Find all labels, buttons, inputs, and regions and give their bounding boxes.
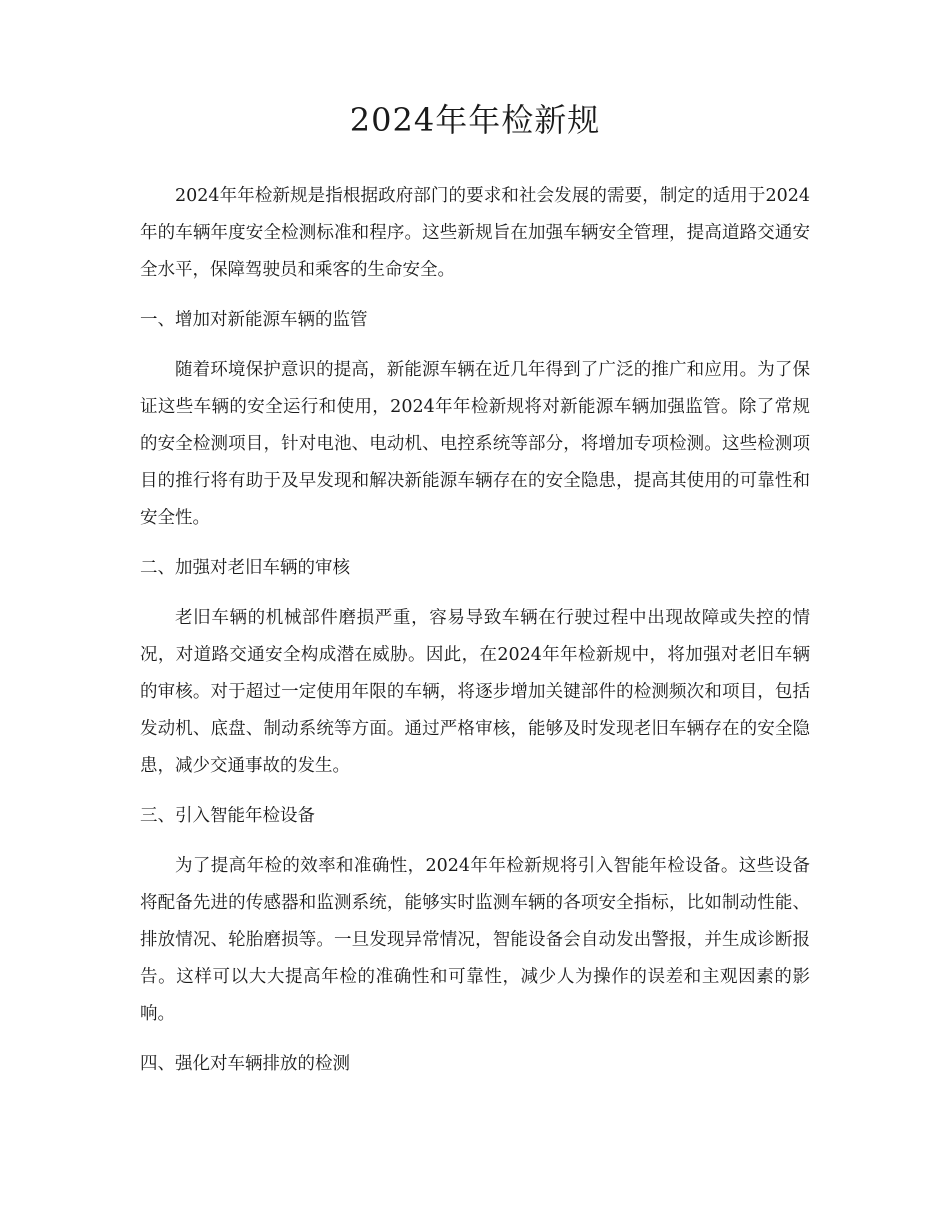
section-body-3: 为了提高年检的效率和准确性，2024年年检新规将引入智能年检设备。这些设备将配备先进的传感器和监测系统，能够实时监测车辆的各项安全指标，比如制动性能、排放情况、轮胎磨损等。一旦发现异常情况，智能设备会自动发出警报，并生成诊断报告。这样可以大大提高年检的准确性和可靠性，减少人为操作的误差和主观因素的影响。 — [140, 856, 810, 1024]
section-body-2: 老旧车辆的机械部件磨损严重，容易导致车辆在行驶过程中出现故障或失控的情况，对道路交通安全构成潜在威胁。因此，在2024年年检新规中，将加强对老旧车辆的审核。对于超过一定使用年限的车辆，将逐步增加关键部件的检测频次和项目，包括发动机、底盘、制动系统等方面。通过严格审核，能够及时发现老旧车辆存在的安全隐患，减少交通事故的发生。 — [140, 608, 810, 776]
document-title: 2024年年检新规 — [349, 101, 601, 139]
intro-paragraph: 2024年年检新规是指根据政府部门的要求和社会发展的需要，制定的适用于2024年的车辆年度安全检测标准和程序。这些新规旨在加强车辆安全管理，提高道路交通安全水平，保障驾驶员和乘客的生命安全。 — [140, 186, 810, 280]
section-heading-3: 三、引入智能年检设备 — [140, 806, 315, 826]
section-heading-1: 一、增加对新能源车辆的监管 — [140, 310, 368, 330]
section-body-1: 随着环境保护意识的提高，新能源车辆在近几年得到了广泛的推广和应用。为了保证这些车辆的安全运行和使用，2024年年检新规将对新能源车辆加强监管。除了常规的安全检测项目，针对电池、电动机、电控系统等部分，将增加专项检测。这些检测项目的推行将有助于及早发现和解决新能源车辆存在的安全隐患，提高其使用的可靠性和安全性。 — [140, 360, 810, 528]
section-heading-4: 四、强化对车辆排放的检测 — [140, 1054, 350, 1074]
section-heading-2: 二、加强对老旧车辆的审核 — [140, 558, 350, 578]
